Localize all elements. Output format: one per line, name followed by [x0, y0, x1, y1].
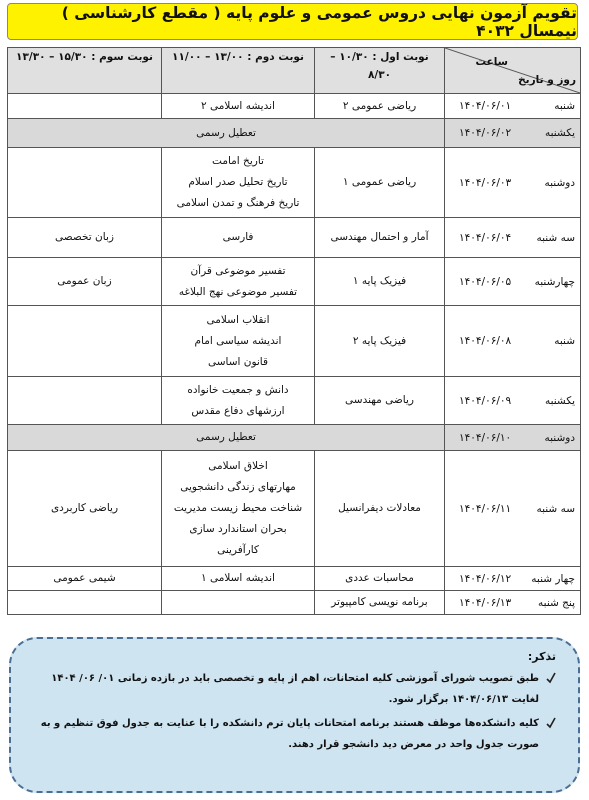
slot3-cell [8, 148, 162, 218]
exam-date: ۱۴۰۴/۰۶/۰۱ [459, 100, 512, 112]
day-date-cell [445, 258, 581, 306]
exam-date: ۱۴۰۴/۰۶/۱۳ [459, 596, 512, 609]
slot3-cell [8, 218, 162, 258]
slot2-cell [162, 451, 315, 567]
exam-date: ۱۴۰۴/۰۶/۱۲ [459, 572, 512, 585]
course-name: محاسبات عددی [345, 572, 414, 584]
course-name: ریاضی عمومی ۱ [342, 176, 417, 188]
course-name: اخلاق اسلامی [208, 460, 268, 472]
table-header-row [8, 48, 581, 94]
day-name: شنبه [554, 100, 575, 112]
exam-date: ۱۴۰۴/۰۶/۰۸ [459, 335, 512, 347]
slot1-cell [315, 258, 445, 306]
table-row [8, 306, 581, 377]
day-date-cell [445, 567, 581, 591]
course-name: تفسیر موضوعی نهج البلاغه [178, 285, 298, 298]
slot1-cell [315, 218, 445, 258]
day-name: چهارشنبه [534, 275, 575, 288]
slot3-cell [8, 567, 162, 591]
day-date-cell [445, 591, 581, 615]
exam-date: ۱۴۰۴/۰۶/۱۱ [459, 502, 512, 515]
slot2-cell [162, 591, 315, 615]
exam-date: ۱۴۰۴/۰۶/۰۹ [459, 394, 512, 407]
notes-title: تذکر: [527, 650, 556, 663]
course-name: فیزیک پایه ۲ [352, 334, 407, 347]
holiday-cell: تعطیل رسمی [8, 119, 445, 148]
note-item-1 [29, 668, 556, 710]
course-name: ارزشهای دفاع مقدس [191, 404, 285, 417]
exam-schedule-table [7, 47, 581, 615]
slot2-cell [162, 148, 315, 218]
course-name: فارسی [222, 231, 254, 243]
table-row [8, 425, 581, 451]
day-name: یکشنبه [544, 394, 575, 407]
course-name: معادلات دیفرانسیل [338, 502, 421, 514]
slot3-cell [8, 451, 162, 567]
day-time-corner-cell [445, 48, 581, 94]
slot3-cell [8, 377, 162, 425]
slot1-header: نوبت اول : ۱۰/۳۰ – ۸/۳۰ [315, 48, 445, 94]
day-date-cell [445, 425, 581, 451]
day-name: یکشنبه [544, 127, 575, 139]
exam-date: ۱۴۰۴/۰۶/۰۴ [459, 231, 512, 244]
course-name: کارآفرینی [217, 544, 259, 556]
course-name: اندیشه اسلامی ۱ [201, 572, 275, 584]
course-name: برنامه نویسی کامپیوتر [331, 596, 428, 608]
course-name: فیزیک پایه ۱ [352, 275, 407, 287]
course-name: دانش و جمعیت خانواده [187, 383, 289, 396]
slot3-cell [8, 306, 162, 377]
course-name: تفسیر موضوعی قرآن [190, 264, 286, 277]
slot1-cell [315, 567, 445, 591]
day-date-cell [445, 218, 581, 258]
table-row [8, 218, 581, 258]
day-name: پنج شنبه [538, 596, 575, 609]
day-date-cell [445, 148, 581, 218]
table-row [8, 451, 581, 567]
course-name: تاریخ امامت [212, 155, 264, 167]
course-name: شناخت محیط زیست مدیریت [173, 502, 303, 514]
course-name: ریاضی عمومی ۲ [342, 99, 417, 112]
slot2-header: نوبت دوم : ۱۳/۰۰ – ۱۱/۰۰ [162, 48, 315, 94]
slot2-cell [162, 258, 315, 306]
course-name: شیمی عمومی [53, 572, 116, 584]
day-date-cell [445, 94, 581, 119]
checkmark-icon [546, 717, 556, 729]
course-name: ریاضی کاربردی [50, 502, 119, 514]
slot1-cell [315, 94, 445, 119]
table-row [8, 148, 581, 218]
table-row [8, 377, 581, 425]
slot2-cell [162, 94, 315, 119]
slot1-cell [315, 377, 445, 425]
slot2-cell [162, 306, 315, 377]
day-name: سه شنبه [536, 502, 575, 515]
slot3-cell [8, 258, 162, 306]
table-row [8, 119, 581, 148]
table-row [8, 258, 581, 306]
course-name: اندیشه اسلامی ۲ [201, 99, 275, 112]
exam-date: ۱۴۰۴/۰۶/۰۵ [459, 275, 512, 288]
course-name: زبان عمومی [57, 275, 112, 287]
course-name: تاریخ فرهنگ و تمدن اسلامی [176, 197, 300, 209]
day-date-cell [445, 306, 581, 377]
day-date-cell [445, 451, 581, 567]
day-name: دوشنبه [544, 176, 575, 189]
course-name: قانون اساسی [207, 355, 269, 368]
course-name: تاریخ تحلیل صدر اسلام [188, 176, 288, 188]
course-name: بحران استاندارد سازی [189, 523, 287, 535]
time-header: ساعت [475, 56, 508, 68]
slot3-cell [8, 591, 162, 615]
slot1-cell [315, 451, 445, 567]
table-row [8, 94, 581, 119]
notes-box [9, 637, 580, 793]
day-date-cell [445, 377, 581, 425]
slot1-cell [315, 306, 445, 377]
slot3-cell [8, 94, 162, 119]
slot2-cell [162, 377, 315, 425]
slot2-cell [162, 567, 315, 591]
holiday-cell: تعطیل رسمی [8, 425, 445, 451]
note-item-2-text: کلیه دانشکده‌ها موظف هستند برنامه امتحانات پایان ترم دانشکده را با عنایت به جدول فوق تنظیم و به صورت جدول واحد در معرض دید دانشجو قرار دهند. [40, 718, 539, 750]
course-name: زبان تخصصی [55, 231, 114, 243]
day-date-cell [445, 119, 581, 148]
note-item-1-text: طبق تصویب شورای آموزشی کلیه امتحانات، اهم از پایه و تخصصی باید در بازده زمانی ۰۱/ ۰۶/ ۱۴۰۴ لغایت ۱۴۰۴/۰۶/۱۳ برگزار شود. [51, 673, 539, 705]
slot2-cell [162, 218, 315, 258]
slot1-cell [315, 148, 445, 218]
day-name: شنبه [554, 335, 575, 347]
course-name: اندیشه سیاسی امام [194, 334, 282, 347]
day-date-header: روز و تاریخ [518, 74, 576, 86]
course-name: آمار و احتمال مهندسی [330, 231, 429, 243]
day-name: دوشنبه [544, 431, 575, 444]
slot1-cell [315, 591, 445, 615]
table-row [8, 591, 581, 615]
course-name: ریاضی مهندسی [345, 394, 414, 406]
note-item-2 [29, 713, 556, 755]
course-name: مهارتهای زندگی دانشجویی [180, 481, 296, 493]
checkmark-icon [546, 672, 556, 684]
course-name: انقلاب اسلامی [206, 313, 270, 326]
table-row [8, 567, 581, 591]
exam-date: ۱۴۰۴/۰۶/۰۳ [459, 176, 512, 189]
day-name: چهار شنبه [531, 572, 575, 585]
slot3-header: نوبت سوم : ۱۵/۳۰ – ۱۳/۳۰ [8, 48, 162, 94]
exam-date: ۱۴۰۴/۰۶/۱۰ [459, 431, 512, 444]
page-title: تقویم آزمون نهایی دروس عمومی و علوم پایه ( مقطع کارشناسی ) نیمسال ۴۰۳۲ [7, 3, 578, 40]
exam-date: ۱۴۰۴/۰۶/۰۲ [459, 127, 512, 139]
day-name: سه شنبه [536, 231, 575, 244]
